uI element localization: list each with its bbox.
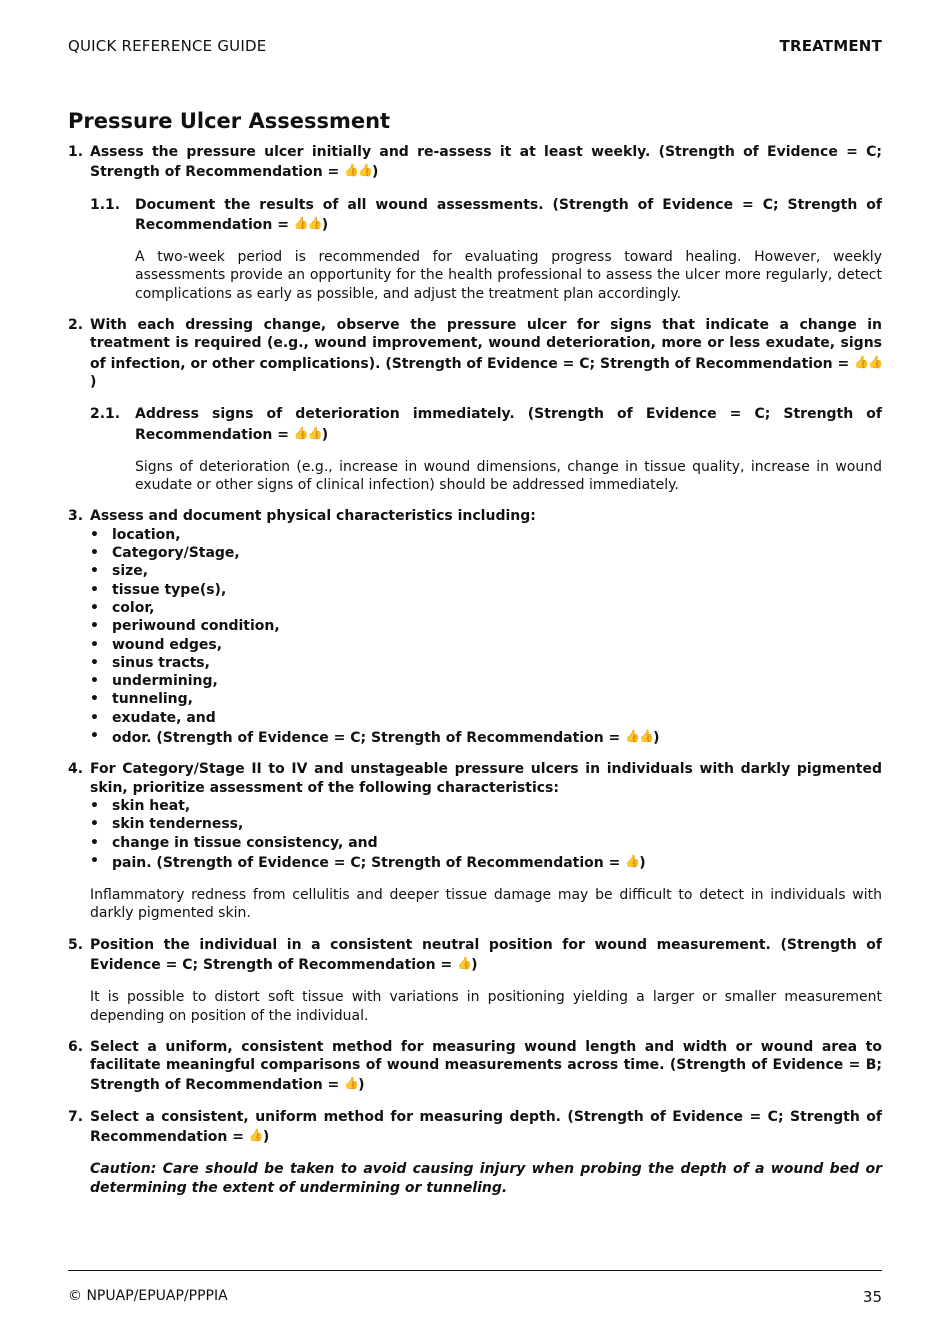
commentary-paragraph: A two-week period is recommended for evaluating progress toward healing. However, weekly assessments provide an opportunity for the health professional to assess the ulcer more regularly, detect complications as early as possible, and adjust the treatment plan accordingly. xyxy=(135,249,882,302)
page-number: 35 xyxy=(862,1288,882,1306)
bullet-item: • skin tenderness, xyxy=(90,816,244,833)
thumbs-up-icon: 👍👍 xyxy=(854,354,883,369)
characteristics-list xyxy=(90,797,882,872)
bullet-item: • exudate, and xyxy=(90,709,216,726)
bullet-text: undermining, xyxy=(112,673,218,690)
bullet-item: • pain. (Strength of Evidence = C; Strength of Recommendation = 👍) xyxy=(90,852,646,871)
recommendation-1: 1. Assess the pressure ulcer initially and re-assess it at least weekly. (Strength of Evidence = C; Strength of Recommendation = 👍👍) 1.1. Document the results of all wound assessments. (Strength of Evidence = C; Strength of Recommendation = 👍👍) A two-week period is recommended for evaluating progress toward healing. However, weekly assessments provide an opportunity for the health professional to assess the ulcer more regularly, detect complications as early as possible, and adjust the treatment plan accordingly. xyxy=(68,144,882,302)
thumbs-up-icon: 👍👍 xyxy=(293,215,322,230)
thumbs-up-icon: 👍 xyxy=(457,955,472,970)
bullet-text: exudate, and xyxy=(112,709,216,726)
bullet-text: change in tissue consistency, and xyxy=(112,834,378,851)
characteristics-list xyxy=(90,526,882,748)
recommendation-text: Document the results of all wound assessments. (Strength of Evidence = C; Strength of Recommendation = xyxy=(135,196,882,233)
bullet-text: tunneling, xyxy=(112,691,193,708)
recommendation-text: With each dressing change, observe the pressure ulcer for signs that indicate a change in treatment is required (e.g., wound improvement, wound deterioration, more or less exudate, signs of infection, or other complications). (Strength of Evidence = C; Strength of Recommendation = xyxy=(90,317,882,372)
bullet-item: • size, xyxy=(90,563,149,580)
commentary-paragraph: Inflammatory redness from cellulitis and deeper tissue damage may be difficult to detect in individuals with darkly pigmented skin. xyxy=(90,887,882,922)
item-number: 2. xyxy=(68,317,84,334)
bullet-item: • periwound condition, xyxy=(90,618,280,635)
recommendation-text: Assess and document physical characteristics including: xyxy=(90,508,536,525)
bullet-text: skin heat, xyxy=(112,797,191,814)
recommendation-7: 7. Select a consistent, uniform method for measuring depth. (Strength of Evidence = C; Strength of Recommendation = 👍) Caution: Care should be taken to avoid causing injury when probing the depth of a wound bed or determining the extent of undermining or tunneling. xyxy=(68,1108,882,1196)
recommendation-4 xyxy=(68,760,882,922)
bullet-text: sinus tracts, xyxy=(112,654,210,671)
recommendation-text: Assess the pressure ulcer initially and re-assess it at least weekly. (Strength of Evidence = C; Strength of Recommendation = xyxy=(90,144,882,181)
caution-note: Caution: Care should be taken to avoid causing injury when probing the depth of a wound bed or determining the extent of undermining or tunneling. xyxy=(90,1161,882,1196)
item-number: 6. xyxy=(68,1038,84,1055)
section-title: Pressure Ulcer Assessment xyxy=(68,109,391,133)
bullet-text: skin tenderness, xyxy=(112,816,244,833)
bullet-text: location, xyxy=(112,526,181,543)
item-number: 5. xyxy=(68,936,84,953)
recommendation-text: Position the individual in a consistent neutral position for wound measurement. (Strength of Evidence = C; Strength of Recommendation = xyxy=(90,936,882,973)
item-number: 3. xyxy=(68,508,84,525)
thumbs-up-icon: 👍 xyxy=(344,1076,359,1091)
item-number: 4. xyxy=(68,761,84,778)
bullet-text: pain. (Strength of Evidence = C; Strength of Recommendation = xyxy=(112,854,621,871)
bullet-text: Category/Stage, xyxy=(112,545,240,562)
running-header-left: QUICK REFERENCE GUIDE xyxy=(68,37,267,55)
bullet-item: • tunneling, xyxy=(90,691,193,708)
recommendation-3 xyxy=(68,507,882,747)
thumbs-up-icon: 👍👍 xyxy=(625,729,654,744)
thumbs-up-icon: 👍👍 xyxy=(293,425,322,440)
bullet-text: periwound condition, xyxy=(112,618,280,635)
bullet-item: • location, xyxy=(90,526,181,543)
bullet-item: • odor. (Strength of Evidence = C; Strength of Recommendation = 👍👍) xyxy=(90,728,660,747)
item-number: 1.1. xyxy=(90,196,121,213)
bullet-text: tissue type(s), xyxy=(112,581,227,598)
item-number: 1. xyxy=(68,144,84,160)
recommendation-5: 5. Position the individual in a consistent neutral position for wound measurement. (Strength of Evidence = C; Strength of Recommendation = 👍) It is possible to distort soft tissue with variations in positioning yielding a larger or smaller measurement depending on position of the individual. xyxy=(68,936,882,1024)
bullet-text: odor. (Strength of Evidence = C; Strength of Recommendation = xyxy=(112,730,621,747)
thumbs-up-icon: 👍 xyxy=(248,1128,263,1143)
recommendation-6: 6. Select a uniform, consistent method for measuring wound length and width or wound area to facilitate meaningful comparisons of wound measurements across time. (Strength of Evidence = B; Strength of Recommendation = 👍) xyxy=(68,1038,882,1094)
bullet-text: size, xyxy=(112,563,149,580)
recommendation-1-1: 1.1. Document the results of all wound assessments. (Strength of Evidence = C; Strength of Recommendation = 👍👍) A two-week period is recommended for evaluating progress toward healing. However, weekly assessments provide an opportunity for the health professional to assess the ulcer more regularly, detect complications as early as possible, and adjust the treatment plan accordingly. xyxy=(90,196,882,302)
running-header-right: TREATMENT xyxy=(779,37,882,55)
item-number: 7. xyxy=(68,1108,84,1125)
bullet-item: • wound edges, xyxy=(90,636,223,653)
recommendation-2-1: 2.1. Address signs of deterioration immediately. (Strength of Evidence = C; Strength of Recommendation = 👍👍) Signs of deterioration (e.g., increase in wound dimensions, change in tissue quality, increase in wound exudate or other signs of clinical infection) should be addressed immediately. xyxy=(90,406,882,494)
bullet-item: • Category/Stage, xyxy=(90,545,240,562)
item-number: 2.1. xyxy=(90,406,121,423)
recommendation-text: Select a uniform, consistent method for measuring wound length and width or wound area to facilitate meaningful comparisons of wound measurements across time. (Strength of Evidence = B; Strength of Recommendation = xyxy=(90,1038,882,1094)
bullet-item: • sinus tracts, xyxy=(90,654,210,671)
recommendation-text: For Category/Stage II to IV and unstageable pressure ulcers in individuals with darkly pigmented skin, prioritize assessment of the following characteristics: xyxy=(90,761,882,796)
bullet-item: • undermining, xyxy=(90,673,218,690)
bullet-item: • skin heat, xyxy=(90,797,191,814)
thumbs-up-icon: 👍 xyxy=(625,853,640,868)
recommendation-list xyxy=(68,143,882,1210)
bullet-text: color, xyxy=(112,599,155,616)
recommendation-2: 2. With each dressing change, observe the pressure ulcer for signs that indicate a change in treatment is required (e.g., wound improvement, wound deterioration, more or less exudate, signs of infection, or other complications). (Strength of Evidence = C; Strength of Recommendation = 👍👍) 2.1. Address signs of deterioration immediately. (Strength of Evidence = C; Strength of Recommendation = 👍👍) Signs of deterioration (e.g., increase in wound dimensions, change in tissue quality, increase in wound exudate or other signs of clinical infection) should be addressed immediately. xyxy=(68,317,883,494)
commentary-paragraph: It is possible to distort soft tissue with variations in positioning yielding a larger or smaller measurement depending on position of the individual. xyxy=(90,989,882,1024)
bullet-text: wound edges, xyxy=(112,636,223,653)
thumbs-up-icon: 👍👍 xyxy=(344,163,373,178)
footer-rule xyxy=(68,1270,882,1271)
bullet-item: • tissue type(s), xyxy=(90,581,227,598)
recommendation-text: Address signs of deterioration immediately. (Strength of Evidence = C; Strength of Recommendation = xyxy=(135,406,882,443)
copyright-footer: © NPUAP/EPUAP/PPPIA xyxy=(68,1288,228,1304)
recommendation-text: Select a consistent, uniform method for measuring depth. (Strength of Evidence = C; Strength of Recommendation = xyxy=(90,1108,882,1146)
bullet-item: • color, xyxy=(90,599,155,616)
bullet-item: • change in tissue consistency, and xyxy=(90,834,378,851)
commentary-paragraph: Signs of deterioration (e.g., increase in wound dimensions, change in tissue quality, increase in wound exudate or other signs of clinical infection) should be addressed immediately. xyxy=(135,458,882,494)
